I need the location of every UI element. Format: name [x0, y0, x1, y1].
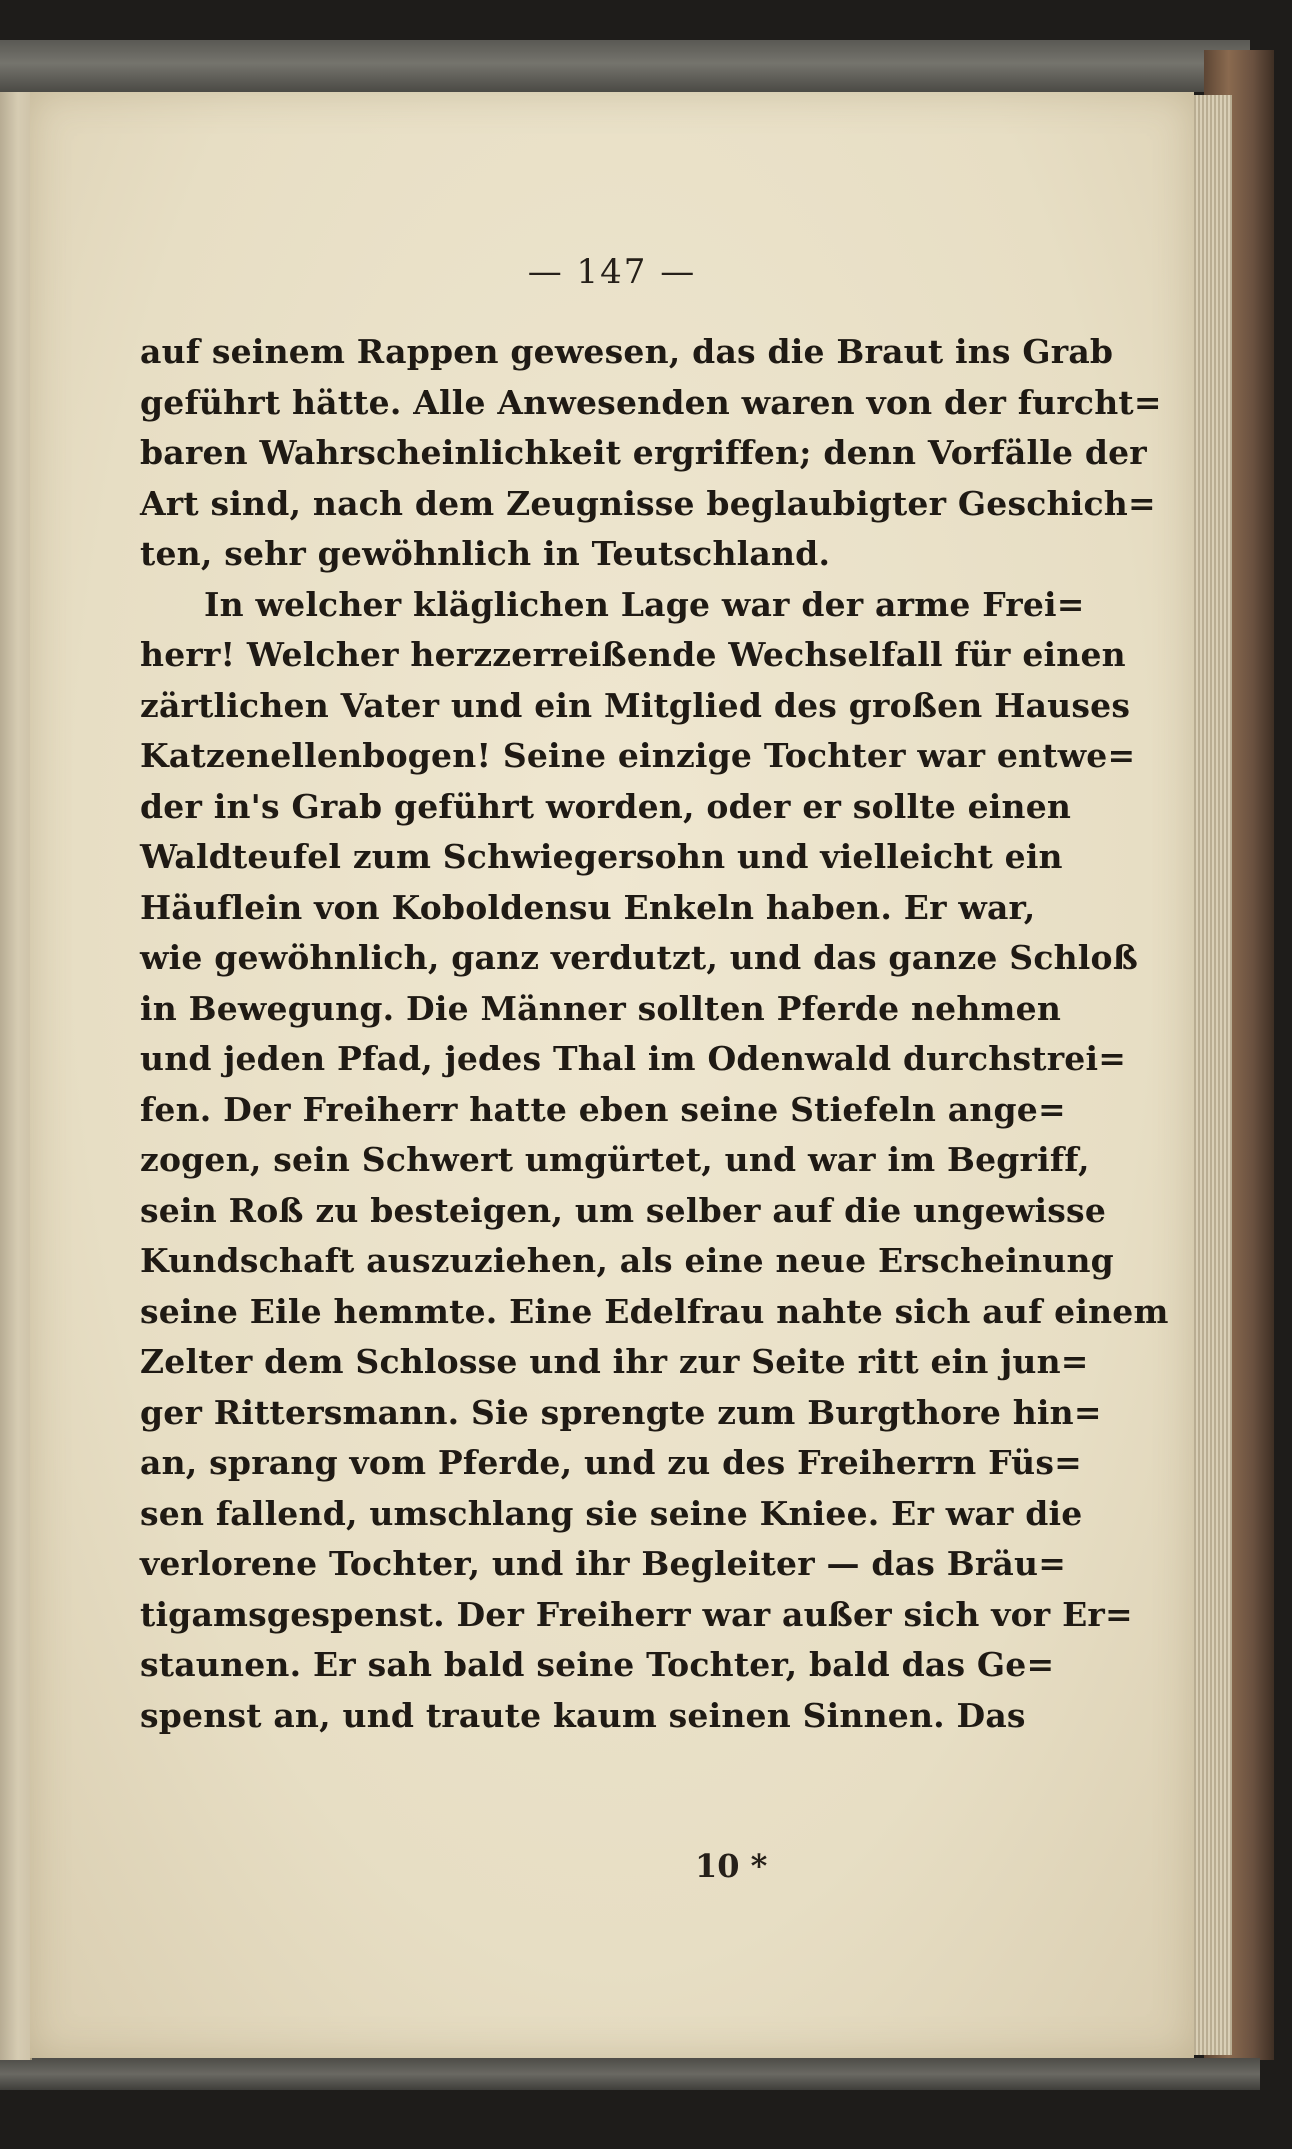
text-line: Art sind, nach dem Zeugnisse beglaubigter Geschich=	[140, 483, 1156, 523]
text-line: Häuflein von Koboldensu Enkeln haben. Er war,	[140, 887, 1036, 927]
text-line: ger Rittersmann. Sie sprengte zum Burgthore hin=	[140, 1392, 1102, 1432]
text-line: wie gewöhnlich, ganz verdutzt, und das ganze Schloß	[140, 938, 1139, 977]
book-page	[30, 92, 1194, 2058]
text-line: der in's Grab geführt worden, oder er sollte einen	[140, 786, 1072, 826]
text-line: herr! Welcher herzzerreißende Wechselfall für einen	[140, 635, 1126, 674]
book-cover-bottom	[0, 2058, 1260, 2090]
book-cover-top	[0, 40, 1250, 92]
text-line: zärtlichen Vater und ein Mitglied des großen Hauses	[140, 685, 1131, 725]
text-line: Waldteufel zum Schwiegersohn und vielleicht ein	[140, 837, 1063, 876]
page-edges	[1192, 95, 1232, 2055]
text-line: auf seinem Rappen gewesen, das die Braut ins Grab	[140, 332, 1114, 371]
text-line: Katzenellenbogen! Seine einzige Tochter war entwe=	[140, 736, 1136, 775]
text-line: In welcher kläglichen Lage war der arme Frei=	[204, 584, 1085, 624]
text-line: verlorene Tochter, und ihr Begleiter — das Bräu=	[140, 1544, 1067, 1583]
text-line: baren Wahrscheinlichkeit ergriffen; denn Vorfälle der	[140, 433, 1147, 472]
facing-page-edge	[0, 92, 32, 2060]
text-line: tigamsgespenst. Der Freiherr war außer sich vor Er=	[140, 1594, 1133, 1634]
text-line: geführt hätte. Alle Anwesenden waren von der furcht=	[140, 382, 1162, 422]
text-line: sen fallend, umschlang sie seine Kniee. Er war die	[140, 1493, 1083, 1533]
text-line: spenst an, und traute kaum seinen Sinnen. Das	[140, 1695, 1026, 1735]
text-line: an, sprang vom Pferde, und zu des Freiherrn Füs=	[140, 1443, 1082, 1482]
text-line: sein Roß zu besteigen, um selber auf die ungewisse	[140, 1190, 1107, 1230]
page-number: — 147 —	[527, 252, 697, 292]
text-line: und jeden Pfad, jedes Thal im Odenwald durchstrei=	[140, 1039, 1127, 1078]
text-line: fen. Der Freiherr hatte eben seine Stiefeln ange=	[140, 1089, 1066, 1129]
text-line: ten, sehr gewöhnlich in Teutschland.	[140, 534, 831, 573]
text-line: Zelter dem Schlosse und ihr zur Seite ritt ein jun=	[140, 1342, 1089, 1381]
text-line: Kundschaft auszuziehen, als eine neue Erscheinung	[140, 1241, 1114, 1280]
text-line: in Bewegung. Die Männer sollten Pferde nehmen	[140, 988, 1062, 1028]
signature-mark: 10 *	[695, 1847, 768, 1885]
page-text	[140, 327, 1169, 1741]
text-line: staunen. Er sah bald seine Tochter, bald das Ge=	[140, 1645, 1055, 1684]
text-line: zogen, sein Schwert umgürtet, und war im Begriff,	[140, 1140, 1090, 1179]
text-line: seine Eile hemmte. Eine Edelfrau nahte sich auf einem	[140, 1291, 1169, 1331]
